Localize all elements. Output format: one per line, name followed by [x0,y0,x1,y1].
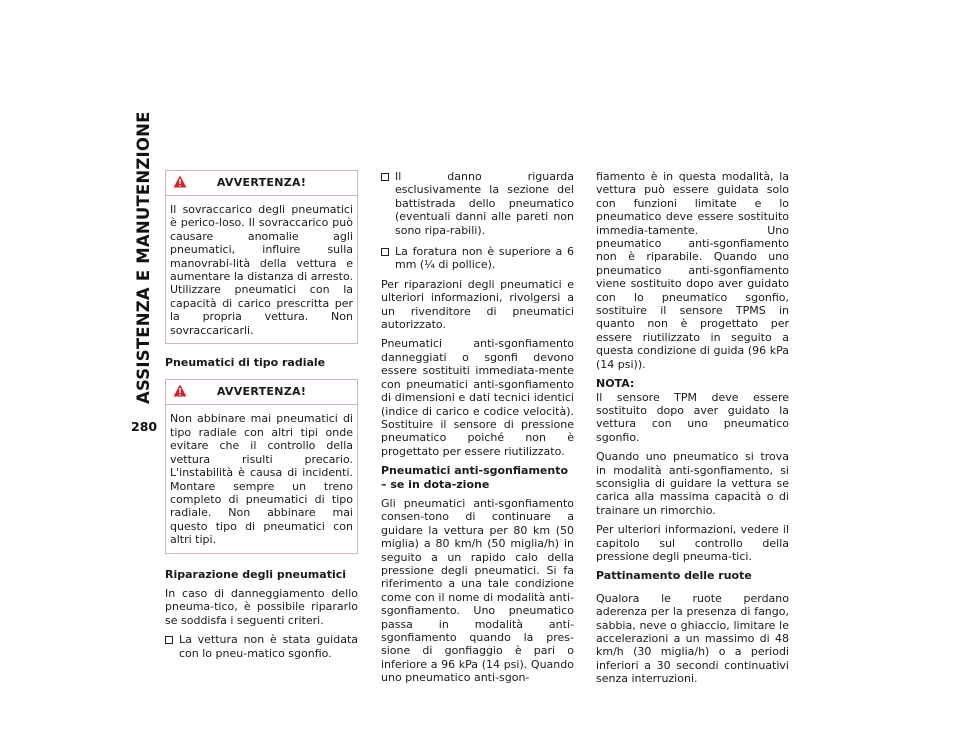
note-label: NOTA: [596,377,635,391]
paragraph: Per ulteriori informazioni, vedere il capitolo sul controllo della pressione degli pneuma-tici. [596,523,789,563]
warning-body [166,196,357,343]
paragraph: Per riparazioni degli pneumatici e ulteriori informazioni, rivolgersi a un rivenditore di pneumatici autorizzato. [381,277,574,332]
heading-wheel-spin: Pattinamento delle ruote [596,569,752,583]
warning-box-radial [165,379,358,553]
warning-text: Il sovraccarico degli pneumatici è perico-loso. Il sovraccarico può causare anomalie agli pneumatici, influire sulla manovrabi-lità della vettura e aumentare la distanza di arresto. Utilizzare pneumatici con la capacità di carico prescritta per la propria vettura. Non sovraccaricarli. [170,203,353,337]
repair-intro: In caso di danneggiamento dello pneuma-tico, è possibile ripararlo se soddisfa i seguenti criteri. [165,586,358,627]
paragraph: Qualora le ruote perdano aderenza per la presenza di fango, sabbia, neve o ghiaccio, limitare le accelerazioni a un massimo di 48 km/h (30 miglia/h) o a periodi inferiori a 30 secondi continuativi senza interruzioni. [596,591,789,686]
paragraph: Pneumatici anti-sgonfiamento danneggiati o sgonfi devono essere sostituiti immediata-mente con pneumatici anti-sgonfiamento di dimensioni e dati tecnici identici (indice di carico e codice velocità). Sostituire il sensore di pressione pneumatico poiché non è progettato per essere riutilizzato. [381,337,574,458]
heading-tire-repair: Riparazione degli pneumatici [165,567,347,581]
note-text: Il sensore TPM deve essere sostituito dopo aver guidato la vettura con uno pneumatico sgonfio. [596,390,789,444]
warning-header [166,380,357,405]
heading-run-flat-tires: Pneumatici anti-sgonfiamento – se in dota-zione [381,464,569,491]
list-item [381,170,574,237]
heading-radial-tires: Pneumatici di tipo radiale [165,356,326,370]
column-3 [596,170,789,692]
column-2 [381,170,574,691]
section-title-vertical [132,111,158,404]
list-item-text: Il danno riguarda esclusivamente la sezione del battistrada dello pneumatico (eventuali danni alle pareti non sono ripa-rabili). [395,170,574,237]
paragraph: Quando uno pneumatico si trova in modalità anti-sgonfiamento, si sconsiglia di guidare la vettura se carica alla massima capacità o di trainare un rimorchio. [596,450,789,517]
list-item-text: La foratura non è superiore a 6 mm (¼ di pollice). [395,245,574,272]
paragraph: fiamento è in questa modalità, la vettura può essere guidata solo con funzioni limitate e lo pneumatico deve essere sostituito immedia-tamente. Uno pneumatico anti-sgonfiamento non è riparabile. Quando uno pneumatico anti-sgonfiamento viene sostituito dopo aver guidato con lo pneumatico sgonfio, sostituire il sensore TPMS in quanto non è progettato per essere riutilizzato in seguito a questa condizione di guida (96 kPa (14 psi)). [596,170,789,371]
list-item [381,245,574,272]
list-item [165,633,358,660]
section-title: ASSISTENZA E MANUTENZIONE [134,111,153,404]
page-number: 280 [131,419,158,434]
warning-box-overload [165,170,358,344]
warning-title: AVVERTENZA! [216,385,307,399]
warning-body [166,405,357,552]
warning-header [166,171,357,196]
checkbox-bullet-icon [165,636,173,644]
column-1 [165,170,358,666]
list-item-text: La vettura non è stata guidata con lo pneu-matico sgonfio. [179,633,358,660]
checkbox-bullet-icon [381,173,389,181]
paragraph: Gli pneumatici anti-sgonfiamento consen-tono di continuare a guidare la vettura per 80 km (50 miglia) a 80 km/h (50 miglia/h) in seguito a un rapido calo della pressione degli pneumatici. Si fa riferimento a una tale condizione come con il nome di modalità anti-sgonfiamento. Uno pneumatico passa in modalità anti-sgonfiamento quando la pres-sione di gonfiaggio è pari o inferiore a 96 kPa (14 psi). Quando uno pneumatico anti-sgon- [381,496,574,685]
checkbox-bullet-icon [381,248,389,256]
warning-text: Non abbinare mai pneumatici di tipo radiale con altri tipi onde evitare che il controllo della vettura risulti precario. L'instabilità è causa di incidenti. Montare sempre un treno completo di pneumatici di tipo radiale. Non abbinare mai questo tipo di pneumatici con altri tipi. [170,412,353,547]
warning-title: AVVERTENZA! [216,176,307,189]
